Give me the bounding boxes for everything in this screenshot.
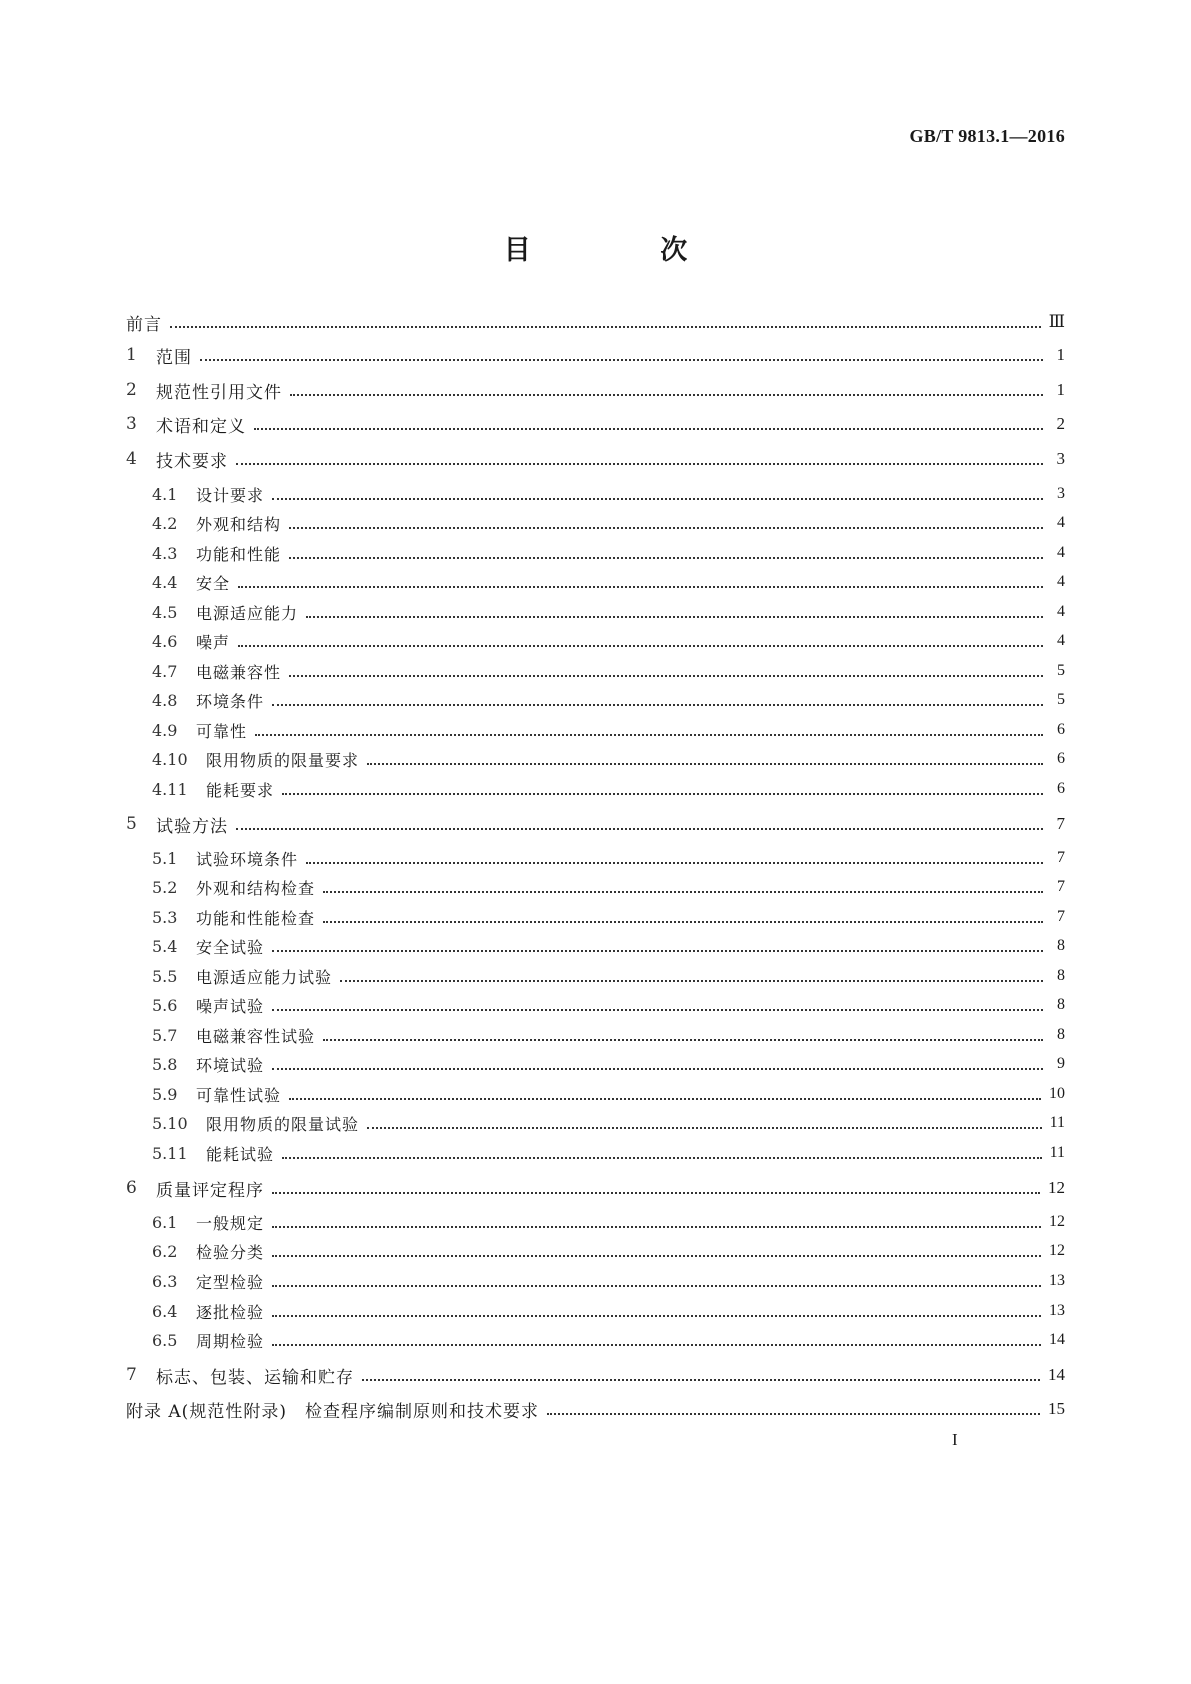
toc-entry-label: 设计要求 xyxy=(196,485,265,505)
toc-entry-number: 5.4 xyxy=(152,936,178,956)
toc-entry-page: 4 xyxy=(1057,544,1065,561)
toc-entry-number: 5.10 xyxy=(152,1113,188,1133)
toc-entry-number: 4.7 xyxy=(152,661,178,681)
toc-entry-number: 4.2 xyxy=(152,513,178,533)
toc-entry-label: 试验方法 xyxy=(156,816,228,837)
toc-entry-page: 6 xyxy=(1057,721,1065,738)
toc-entry[interactable] xyxy=(126,310,1065,334)
toc-entry-label: 安全 xyxy=(196,573,231,593)
toc-entry[interactable] xyxy=(152,1269,1065,1293)
toc-entry-label: 电磁兼容性 xyxy=(196,662,282,682)
toc-entry-page: 6 xyxy=(1057,750,1065,767)
toc-entry[interactable] xyxy=(152,993,1065,1017)
toc-entry-page: 14 xyxy=(1048,1365,1065,1384)
toc-dot-leader xyxy=(272,1284,1041,1287)
toc-entry-label: 能耗试验 xyxy=(206,1144,275,1164)
toc-entry-page: 13 xyxy=(1049,1272,1065,1289)
toc-entry-label: 噪声 xyxy=(196,632,231,652)
toc-entry-number: 6.5 xyxy=(152,1330,178,1350)
toc-dot-leader xyxy=(272,1254,1041,1257)
toc-entry-number: 5.3 xyxy=(152,907,178,927)
toc-entry-number: 5.9 xyxy=(152,1084,178,1104)
toc-dot-leader xyxy=(323,920,1043,923)
toc-entry-label: 一般规定 xyxy=(196,1213,265,1233)
toc-entry[interactable] xyxy=(126,1363,1065,1387)
toc-entry-number: 4.8 xyxy=(152,690,178,710)
toc-entry-label: 安全试验 xyxy=(196,937,265,957)
toc-dot-leader xyxy=(306,615,1043,618)
toc-entry-page: 7 xyxy=(1056,814,1065,833)
toc-entry-page: 15 xyxy=(1048,1399,1065,1418)
toc-entry-page: 13 xyxy=(1049,1302,1065,1319)
toc-dot-leader xyxy=(367,762,1043,765)
toc-entry-number: 5.11 xyxy=(152,1143,188,1163)
toc-entry-number: 5 xyxy=(126,814,137,834)
toc-entry-number: 4.3 xyxy=(152,543,178,563)
toc-entry-number: 4 xyxy=(126,449,137,469)
toc-entry-page: 12 xyxy=(1049,1242,1065,1259)
toc-entry[interactable] xyxy=(152,1299,1065,1323)
toc-entry-label: 外观和结构 xyxy=(196,514,282,534)
toc-entry-label: 功能和性能检查 xyxy=(196,908,316,928)
toc-entry-number: 1 xyxy=(126,345,137,365)
toc-entry-page: 12 xyxy=(1049,1213,1065,1230)
toc-entry-page: 2 xyxy=(1056,414,1065,433)
toc-entry[interactable] xyxy=(152,934,1065,958)
toc-entry[interactable] xyxy=(152,777,1065,801)
toc-entry-page: 4 xyxy=(1057,603,1065,620)
toc-entry-label: 限用物质的限量试验 xyxy=(206,1114,360,1134)
toc-dot-leader xyxy=(289,674,1043,677)
toc-entry-number: 4.4 xyxy=(152,572,178,592)
toc-dot-leader xyxy=(272,1191,1040,1194)
toc-entry[interactable] xyxy=(126,343,1065,367)
toc-entry[interactable] xyxy=(126,412,1065,436)
toc-entry-label: 标志、包装、运输和贮存 xyxy=(156,1367,354,1388)
toc-dot-leader xyxy=(272,949,1043,952)
toc-entry[interactable] xyxy=(126,1397,1065,1421)
toc-entry-label: 电磁兼容性试验 xyxy=(196,1026,316,1046)
toc-dot-leader xyxy=(547,1412,1040,1415)
toc-entry[interactable] xyxy=(152,1082,1065,1106)
toc-entry-page: 3 xyxy=(1057,485,1065,502)
toc-entry[interactable] xyxy=(152,511,1065,535)
toc-entry[interactable] xyxy=(152,905,1065,929)
toc-entry-page: 8 xyxy=(1057,996,1065,1013)
toc-entry[interactable] xyxy=(152,570,1065,594)
toc-entry-page: 8 xyxy=(1057,937,1065,954)
toc-entry-label: 试验环境条件 xyxy=(196,849,299,869)
toc-entry-number: 4.5 xyxy=(152,602,178,622)
toc-entry-page: 5 xyxy=(1057,691,1065,708)
toc-entry-page: 6 xyxy=(1057,780,1065,797)
toc-entry-label: 外观和结构检查 xyxy=(196,878,316,898)
toc-title: 目 次 xyxy=(503,235,748,266)
toc-entry-label: 逐批检验 xyxy=(196,1302,265,1322)
toc-dot-leader xyxy=(272,703,1043,706)
toc-entry[interactable] xyxy=(152,1210,1065,1234)
toc-entry[interactable] xyxy=(152,718,1065,742)
toc-entry-page: 8 xyxy=(1057,967,1065,984)
toc-dot-leader xyxy=(170,325,1041,328)
toc-entry[interactable] xyxy=(152,964,1065,988)
toc-entry[interactable] xyxy=(152,600,1065,624)
toc-entry-number: 5.8 xyxy=(152,1054,178,1074)
toc-entry-number: 7 xyxy=(126,1365,137,1385)
toc-entry[interactable] xyxy=(126,447,1065,471)
toc-entry-number: 5.1 xyxy=(152,848,178,868)
toc-entry-number: 6.3 xyxy=(152,1271,178,1291)
toc-entry-page: 9 xyxy=(1057,1055,1065,1072)
toc-entry-label: 电源适应能力试验 xyxy=(196,967,333,987)
toc-entry[interactable] xyxy=(152,1052,1065,1076)
toc-dot-leader xyxy=(236,827,1043,830)
toc-dot-leader xyxy=(236,462,1043,465)
toc-dot-leader xyxy=(290,393,1043,396)
toc-entry-label: 前言 xyxy=(126,314,162,335)
toc-entry-page: 7 xyxy=(1057,908,1065,925)
toc-entry[interactable] xyxy=(126,1176,1065,1200)
toc-dot-leader xyxy=(272,1225,1041,1228)
toc-entry-number: 5.5 xyxy=(152,966,178,986)
toc-entry-page: 5 xyxy=(1057,662,1065,679)
toc-entry[interactable] xyxy=(152,1141,1065,1165)
toc-entry[interactable] xyxy=(152,1239,1065,1263)
toc-dot-leader xyxy=(306,861,1043,864)
toc-entry-page: 11 xyxy=(1049,1144,1065,1161)
toc-entry-number: 4.1 xyxy=(152,484,178,504)
toc-dot-leader xyxy=(200,358,1043,361)
toc-entry-page: 4 xyxy=(1057,632,1065,649)
toc-dot-leader xyxy=(272,497,1043,500)
toc-entry-label: 技术要求 xyxy=(156,451,228,472)
toc-entry-number: 6 xyxy=(126,1178,137,1198)
toc-entry-label: 环境条件 xyxy=(196,691,265,711)
toc-entry-page: 7 xyxy=(1057,849,1065,866)
toc-entry-page: Ⅲ xyxy=(1048,312,1065,331)
toc-dot-leader xyxy=(272,1314,1041,1317)
toc-dot-leader xyxy=(255,733,1043,736)
toc-entry-label: 规范性引用文件 xyxy=(156,382,282,403)
toc-dot-leader xyxy=(362,1378,1040,1381)
toc-dot-leader xyxy=(323,1038,1043,1041)
toc-entry-page: 14 xyxy=(1049,1331,1065,1348)
toc-dot-leader xyxy=(282,1156,1042,1159)
toc-entry-page: 4 xyxy=(1057,573,1065,590)
toc-entry-number: 6.4 xyxy=(152,1301,178,1321)
toc-entry-number: 5.6 xyxy=(152,995,178,1015)
toc-entry-label: 周期检验 xyxy=(196,1331,265,1351)
toc-entry-number: 5.7 xyxy=(152,1025,178,1045)
toc-entry-label: 电源适应能力 xyxy=(196,603,299,623)
toc-dot-leader xyxy=(289,526,1043,529)
toc-entry-label: 定型检验 xyxy=(196,1272,265,1292)
toc-entry-number: 4.9 xyxy=(152,720,178,740)
standard-code: GB/T 9813.1—2016 xyxy=(909,126,1065,146)
toc-dot-leader xyxy=(340,979,1043,982)
toc-entry[interactable] xyxy=(126,812,1065,836)
toc-entry[interactable] xyxy=(152,1023,1065,1047)
toc-entry-label: 功能和性能 xyxy=(196,544,282,564)
toc-entry[interactable] xyxy=(152,875,1065,899)
toc-entry[interactable] xyxy=(152,482,1065,506)
toc-entry[interactable] xyxy=(152,688,1065,712)
toc-dot-leader xyxy=(289,1097,1041,1100)
toc-dot-leader xyxy=(254,427,1043,430)
toc-entry-label: 范围 xyxy=(156,347,192,368)
toc-entry-page: 1 xyxy=(1056,380,1065,399)
toc-dot-leader xyxy=(272,1008,1043,1011)
toc-entry-label: 能耗要求 xyxy=(206,780,275,800)
toc-dot-leader xyxy=(238,644,1043,647)
toc-entry-page: 7 xyxy=(1057,878,1065,895)
toc-entry[interactable] xyxy=(152,541,1065,565)
toc-entry-number: 6.2 xyxy=(152,1241,178,1261)
toc-entry-number: 4.11 xyxy=(152,779,188,799)
toc-entry-label: 质量评定程序 xyxy=(156,1180,264,1201)
toc-entry-number: 5.2 xyxy=(152,877,178,897)
toc-entry-label: 可靠性 xyxy=(196,721,248,741)
toc-entry-page: 12 xyxy=(1048,1178,1065,1197)
toc-entry-page: 4 xyxy=(1057,514,1065,531)
toc-dot-leader xyxy=(272,1343,1041,1346)
toc-dot-leader xyxy=(238,585,1043,588)
toc-entry-number: 4.10 xyxy=(152,749,188,769)
toc-entry-number: 2 xyxy=(126,380,137,400)
toc-entry-number: 6.1 xyxy=(152,1212,178,1232)
toc-dot-leader xyxy=(323,890,1043,893)
toc-entry-label: 可靠性试验 xyxy=(196,1085,282,1105)
toc-dot-leader xyxy=(289,556,1043,559)
toc-dot-leader xyxy=(367,1126,1042,1129)
toc-dot-leader xyxy=(282,792,1043,795)
toc-entry[interactable] xyxy=(152,846,1065,870)
toc-entry-page: 8 xyxy=(1057,1026,1065,1043)
toc-entry-page: 1 xyxy=(1056,345,1065,364)
toc-entry-page: 3 xyxy=(1056,449,1065,468)
toc-entry-page: 10 xyxy=(1049,1085,1065,1102)
toc-entry-label: 噪声试验 xyxy=(196,996,265,1016)
toc-entry-page: 11 xyxy=(1049,1114,1065,1131)
toc-entry-number: 4.6 xyxy=(152,631,178,651)
toc-entry[interactable] xyxy=(152,1328,1065,1352)
toc-dot-leader xyxy=(272,1067,1043,1070)
toc-entry-label: 术语和定义 xyxy=(156,416,246,437)
toc-entry-number: 3 xyxy=(126,414,137,434)
toc-entry[interactable] xyxy=(152,659,1065,683)
toc-entry[interactable] xyxy=(152,629,1065,653)
toc-entry-label: 环境试验 xyxy=(196,1055,265,1075)
toc-entry[interactable] xyxy=(126,378,1065,402)
toc-entry-label: 限用物质的限量要求 xyxy=(206,750,360,770)
toc-entry[interactable] xyxy=(152,1111,1065,1135)
toc-entry-label: 附录 A(规范性附录) 检查程序编制原则和技术要求 xyxy=(126,1401,539,1422)
toc-entry[interactable] xyxy=(152,747,1065,771)
toc-entry-label: 检验分类 xyxy=(196,1242,265,1262)
page-number: I xyxy=(952,1430,958,1449)
